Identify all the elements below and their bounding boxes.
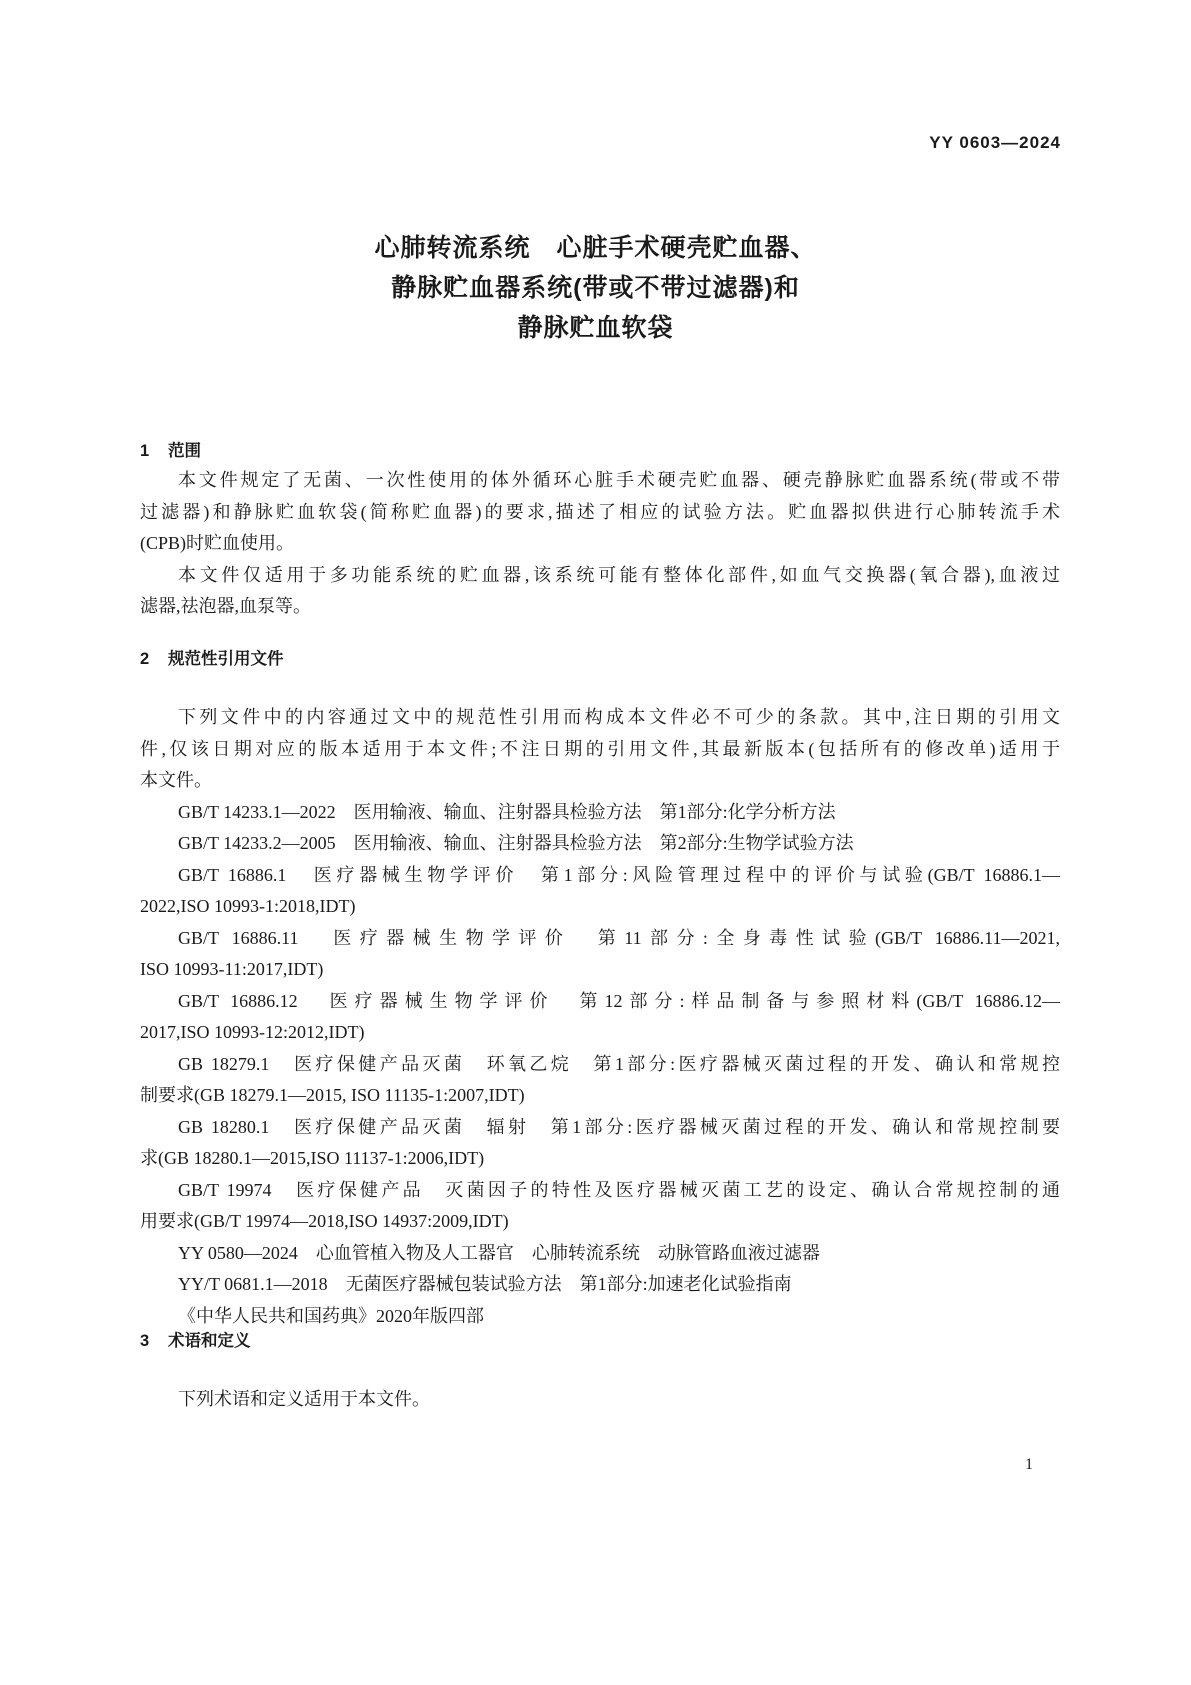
page-number: 1 — [1025, 1456, 1033, 1473]
paragraph-line: GB/T 14233.1—2022 医用输液、输血、注射器具检验方法 第1部分:化学分析方法 — [178, 801, 836, 822]
paragraph-line: 2017,ISO 10993-12:2012,IDT) — [140, 1022, 365, 1042]
paragraph-line: ISO 10993-11:2017,IDT) — [140, 959, 324, 979]
section-3-heading — [140, 1327, 251, 1351]
paragraph-line: 过滤器)和静脉贮血软袋(简称贮血器)的要求,描述了相应的试验方法。贮血器拟供进行心肺转流手术 — [140, 501, 1060, 522]
paragraph-line: 用要求(GB/T 19974—2018,ISO 14937:2009,IDT) — [140, 1211, 509, 1231]
section-number: 1 — [140, 442, 150, 460]
section-2-heading — [140, 645, 284, 669]
paragraph-line: GB/T 19974 医疗保健产品 灭菌因子的特性及医疗器械灭菌工艺的设定、确认合常规控制的通 — [178, 1179, 1060, 1200]
paragraph-line: (CPB)时贮血使用。 — [140, 533, 295, 553]
paragraph-line: 滤器,祛泡器,血泵等。 — [140, 596, 311, 616]
section-number: 2 — [140, 650, 150, 668]
paragraph-line: 件,仅该日期对应的版本适用于本文件;不注日期的引用文件,其最新版本(包括所有的修改单)适用于 — [140, 738, 1060, 759]
section-1-heading — [140, 437, 201, 461]
paragraph-line: 本文件。 — [140, 770, 212, 790]
paragraph-line: GB/T 16886.11 医疗器械生物学评价 第11部分:全身毒性试验(GB/T 16886.11—2021, — [178, 927, 1060, 948]
paragraph-line: 求(GB 18280.1—2015,ISO 11137-1:2006,IDT) — [140, 1148, 485, 1168]
paragraph-line: GB/T 16886.1 医疗器械生物学评价 第1部分:风险管理过程中的评价与试验(GB/T 16886.1— — [178, 864, 1060, 885]
document-title-line-1: 心肺转流系统 心脏手术硬壳贮血器、 — [374, 234, 817, 262]
paragraph-line: GB/T 16886.12 医疗器械生物学评价 第12部分:样品制备与参照材料(GB/T 16886.12— — [178, 990, 1060, 1011]
document-title-line-3: 静脉贮血软袋 — [517, 314, 674, 342]
document-title-line-2: 静脉贮血器系统(带或不带过滤器)和 — [391, 274, 800, 302]
section-title: 范围 — [168, 442, 201, 460]
paragraph-line: 下列文件中的内容通过文中的规范性引用而构成本文件必不可少的条款。其中,注日期的引用文 — [178, 707, 1060, 727]
section-2-body — [140, 702, 1060, 1332]
paragraph-line: 本文件仅适用于多功能系统的贮血器,该系统可能有整体化部件,如血气交换器(氧合器),血液过 — [178, 564, 1060, 585]
paragraph-line: GB 18279.1 医疗保健产品灭菌 环氧乙烷 第1部分:医疗器械灭菌过程的开发、确认和常规控 — [178, 1053, 1060, 1074]
standard-number: YY 0603—2024 — [929, 133, 1061, 152]
paragraph-line: 《中华人民共和国药典》2020年版四部 — [178, 1305, 484, 1326]
paragraph-line: GB/T 14233.2—2005 医用输液、输血、注射器具检验方法 第2部分:生物学试验方法 — [178, 833, 854, 853]
paragraph-line: GB 18280.1 医疗保健产品灭菌 辐射 第1部分:医疗器械灭菌过程的开发、确认和常规控制要 — [178, 1116, 1060, 1137]
paragraph-line: 下列术语和定义适用于本文件。 — [178, 1389, 430, 1409]
paragraph-line: 制要求(GB 18279.1—2015, ISO 11135-1:2007,IDT) — [140, 1085, 525, 1105]
section-title: 规范性引用文件 — [168, 650, 284, 668]
section-title: 术语和定义 — [168, 1332, 251, 1350]
paragraph-line: 2022,ISO 10993-1:2018,IDT) — [140, 896, 356, 916]
paragraph-line: YY 0580—2024 心血管植入物及人工器官 心肺转流系统 动脉管路血液过滤器 — [178, 1242, 820, 1263]
paragraph-line: YY/T 0681.1—2018 无菌医疗器械包装试验方法 第1部分:加速老化试验指南 — [178, 1274, 792, 1294]
section-1-body — [140, 465, 1060, 623]
section-3-body — [140, 1384, 1060, 1416]
paragraph-line: 本文件规定了无菌、一次性使用的体外循环心脏手术硬壳贮血器、硬壳静脉贮血器系统(带或不带 — [178, 470, 1060, 490]
section-number: 3 — [140, 1332, 150, 1350]
